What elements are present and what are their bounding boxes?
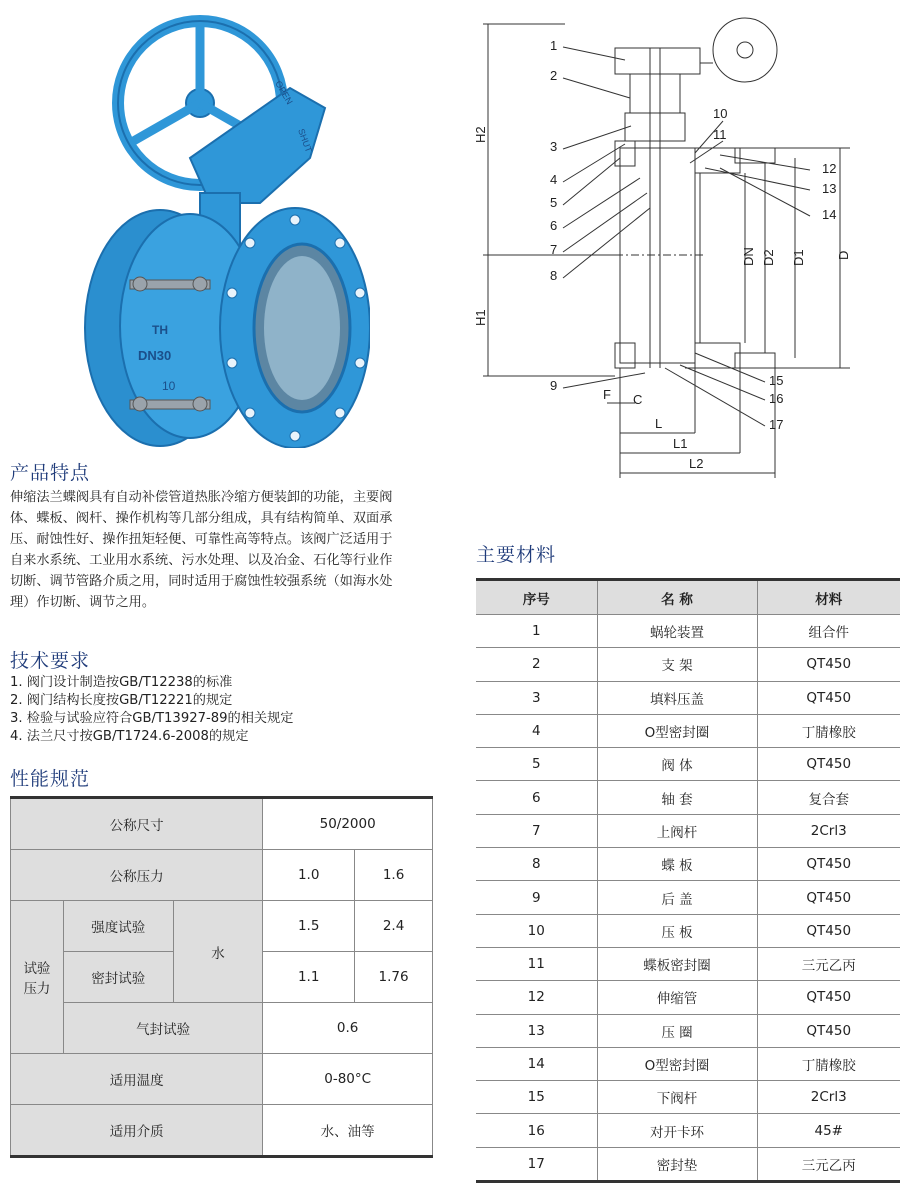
material-cell-material: QT450: [757, 648, 900, 681]
material-cell-index: 8: [476, 848, 597, 881]
callout-10: 10: [713, 106, 728, 121]
material-cell-index: 10: [476, 914, 597, 947]
table-row: [476, 714, 900, 747]
butterfly-disc: [264, 256, 340, 400]
logo-mark: TH: [152, 323, 168, 337]
table-row: [476, 1081, 900, 1114]
material-cell-index: 1: [476, 615, 597, 648]
material-cell-index: 17: [476, 1147, 597, 1181]
callout-13: 13: [822, 181, 837, 196]
material-cell-name: 上阀杆: [597, 814, 757, 847]
table-row: [476, 1114, 900, 1147]
dim-dn: DN: [741, 247, 756, 266]
table-row: [476, 1014, 900, 1047]
table-row: [476, 848, 900, 881]
open-label: OPEN: [273, 79, 295, 107]
table-row: [11, 850, 433, 901]
material-cell-name: 压 圈: [597, 1014, 757, 1047]
header-material: 材料: [757, 580, 900, 615]
dim-l: L: [655, 416, 663, 431]
material-cell-name: 下阀杆: [597, 1081, 757, 1114]
strength-test-2: 2.4: [355, 901, 433, 952]
material-cell-name: O型密封圈: [597, 1047, 757, 1080]
air-test-label: 气封试验: [63, 1003, 262, 1054]
features-line: 压、耐蚀性好、操作扭矩轻便、可靠性高等特点。该阀广泛适用于: [10, 532, 393, 547]
callout-3: 3: [550, 139, 558, 154]
material-cell-index: 11: [476, 947, 597, 980]
material-cell-material: QT450: [757, 981, 900, 1014]
seal-test-label: 密封试验: [63, 952, 173, 1003]
material-cell-material: QT450: [757, 681, 900, 714]
material-cell-material: QT450: [757, 848, 900, 881]
material-cell-index: 7: [476, 814, 597, 847]
nominal-pressure-2: 1.6: [355, 850, 433, 901]
nominal-size-value: 50/2000: [263, 798, 433, 850]
features-line: 伸缩法兰蝶阀具有自动补偿管道热胀冷缩方便装卸的功能，主要阀: [10, 490, 393, 505]
material-cell-index: 5: [476, 748, 597, 781]
material-cell-material: 三元乙丙: [757, 947, 900, 980]
callout-6: 6: [550, 218, 558, 233]
material-cell-index: 13: [476, 1014, 597, 1047]
material-cell-name: 密封垫: [597, 1147, 757, 1181]
performance-table: [10, 796, 433, 1158]
callout-15: 15: [769, 373, 784, 388]
table-row: [476, 914, 900, 947]
material-cell-index: 3: [476, 681, 597, 714]
materials-table-body: [476, 615, 900, 1182]
material-cell-index: 2: [476, 648, 597, 681]
table-row: [476, 781, 900, 814]
material-cell-index: 16: [476, 1114, 597, 1147]
temperature-label: 适用温度: [11, 1054, 263, 1105]
material-cell-index: 15: [476, 1081, 597, 1114]
material-cell-name: O型密封圈: [597, 714, 757, 747]
material-cell-material: 丁腈橡胶: [757, 1047, 900, 1080]
air-test-value: 0.6: [263, 1003, 433, 1054]
callout-2: 2: [550, 68, 558, 83]
material-cell-material: QT450: [757, 881, 900, 914]
callout-5: 5: [550, 195, 558, 210]
callout-7: 7: [550, 242, 558, 257]
material-cell-index: 9: [476, 881, 597, 914]
material-cell-index: 14: [476, 1047, 597, 1080]
features-title: 产品特点: [10, 462, 91, 484]
test-pressure-label-line: 压力: [23, 981, 51, 997]
material-cell-index: 4: [476, 714, 597, 747]
features-line: 理）作切断、调节之用。: [10, 595, 156, 610]
material-cell-name: 支 架: [597, 648, 757, 681]
table-row: [11, 1054, 433, 1105]
materials-table: [476, 578, 900, 1183]
callout-12: 12: [822, 161, 837, 176]
material-cell-material: QT450: [757, 748, 900, 781]
dim-c: C: [633, 392, 643, 407]
tech-item: 2. 阀门结构长度按GB/T12221的规定: [10, 693, 233, 708]
nominal-pressure-label: 公称压力: [11, 850, 263, 901]
material-cell-material: 三元乙丙: [757, 1147, 900, 1181]
strength-test-1: 1.5: [263, 901, 355, 952]
material-cell-material: 45#: [757, 1114, 900, 1147]
material-cell-index: 6: [476, 781, 597, 814]
material-cell-name: 压 板: [597, 914, 757, 947]
table-row: [11, 901, 433, 952]
material-cell-material: 组合件: [757, 615, 900, 648]
material-cell-material: QT450: [757, 914, 900, 947]
features-line: 自来水系统、工业用水系统、污水处理、以及冶金、石化等行业作: [10, 553, 393, 568]
media-label: 适用介质: [11, 1105, 263, 1157]
body-cast-dn: DN30: [138, 348, 172, 363]
test-pressure-label-line: 试验: [23, 961, 51, 977]
tech-title: 技术要求: [10, 650, 91, 672]
dimension-labels: [473, 126, 851, 471]
performance-title: 性能规范: [10, 768, 91, 790]
callout-14: 14: [822, 207, 837, 222]
dim-d2: D2: [761, 249, 776, 266]
dim-d1: D1: [791, 249, 806, 266]
seal-test-1: 1.1: [263, 952, 355, 1003]
materials-title: 主要材料: [476, 544, 557, 566]
table-header-row: [476, 580, 900, 615]
callout-16: 16: [769, 391, 784, 406]
nominal-pressure-1: 1.0: [263, 850, 355, 901]
material-cell-material: 复合套: [757, 781, 900, 814]
callout-8: 8: [550, 268, 558, 283]
table-row: [476, 1047, 900, 1080]
material-cell-name: 对开卡环: [597, 1114, 757, 1147]
table-row: [11, 798, 433, 850]
table-row: [476, 981, 900, 1014]
strength-test-label: 强度试验: [63, 901, 173, 952]
header-index: 序号: [476, 580, 597, 615]
dim-h1: H1: [473, 309, 488, 326]
features-line: 体、蝶板、阀杆、操作机构等几部分组成，具有结构简单、双面承: [10, 511, 393, 526]
material-cell-index: 12: [476, 981, 597, 1014]
test-pressure-label: [11, 901, 64, 1054]
table-row: [476, 681, 900, 714]
callout-17: 17: [769, 417, 784, 432]
dim-d: D: [836, 250, 851, 260]
material-cell-name: 轴 套: [597, 781, 757, 814]
material-cell-name: 阀 体: [597, 748, 757, 781]
material-cell-name: 蝶 板: [597, 848, 757, 881]
material-cell-name: 蝶板密封圈: [597, 947, 757, 980]
tech-item: 1. 阀门设计制造按GB/T12238的标准: [10, 675, 233, 690]
table-row: [476, 881, 900, 914]
material-cell-material: 2Crl3: [757, 814, 900, 847]
material-cell-material: 2Crl3: [757, 1081, 900, 1114]
callout-1: 1: [550, 38, 558, 53]
valve-product-photo: [40, 8, 370, 448]
table-row: [11, 1105, 433, 1157]
features-paragraph: [10, 487, 440, 613]
body-cast-pn: 10: [162, 379, 176, 393]
table-row: [476, 947, 900, 980]
callout-4: 4: [550, 172, 558, 187]
temperature-value: 0-80°C: [263, 1054, 433, 1105]
seal-test-2: 1.76: [355, 952, 433, 1003]
table-row: [11, 1003, 433, 1054]
material-cell-material: 丁腈橡胶: [757, 714, 900, 747]
material-cell-name: 填料压盖: [597, 681, 757, 714]
valve-cross-section-drawing: [455, 8, 900, 478]
dim-l2: L2: [689, 456, 704, 471]
tech-item: 3. 检验与试验应符合GB/T13927-89的相关规定: [10, 711, 294, 726]
nominal-size-label: 公称尺寸: [11, 798, 263, 850]
table-row: [476, 748, 900, 781]
material-cell-material: QT450: [757, 1014, 900, 1047]
left-callouts: [550, 38, 557, 393]
callout-9: 9: [550, 378, 558, 393]
tech-list: [10, 674, 440, 746]
shut-label: SHUT: [296, 127, 314, 154]
media-value: 水、油等: [263, 1105, 433, 1157]
table-row: [476, 814, 900, 847]
tech-item: 4. 法兰尺寸按GB/T1724.6-2008的规定: [10, 729, 249, 744]
table-row: [476, 615, 900, 648]
callout-11: 11: [713, 127, 727, 142]
table-row: [476, 1147, 900, 1181]
features-line: 切断、调节管路介质之用，同时适用于腐蚀性较强系统（如海水处: [10, 574, 393, 589]
header-name: 名 称: [597, 580, 757, 615]
dim-f: F: [603, 387, 611, 402]
material-cell-name: 蜗轮装置: [597, 615, 757, 648]
dim-h2: H2: [473, 126, 488, 143]
test-medium-water: 水: [173, 901, 263, 1003]
material-cell-name: 伸缩管: [597, 981, 757, 1014]
material-cell-name: 后 盖: [597, 881, 757, 914]
dim-l1: L1: [673, 436, 688, 451]
table-row: [476, 648, 900, 681]
